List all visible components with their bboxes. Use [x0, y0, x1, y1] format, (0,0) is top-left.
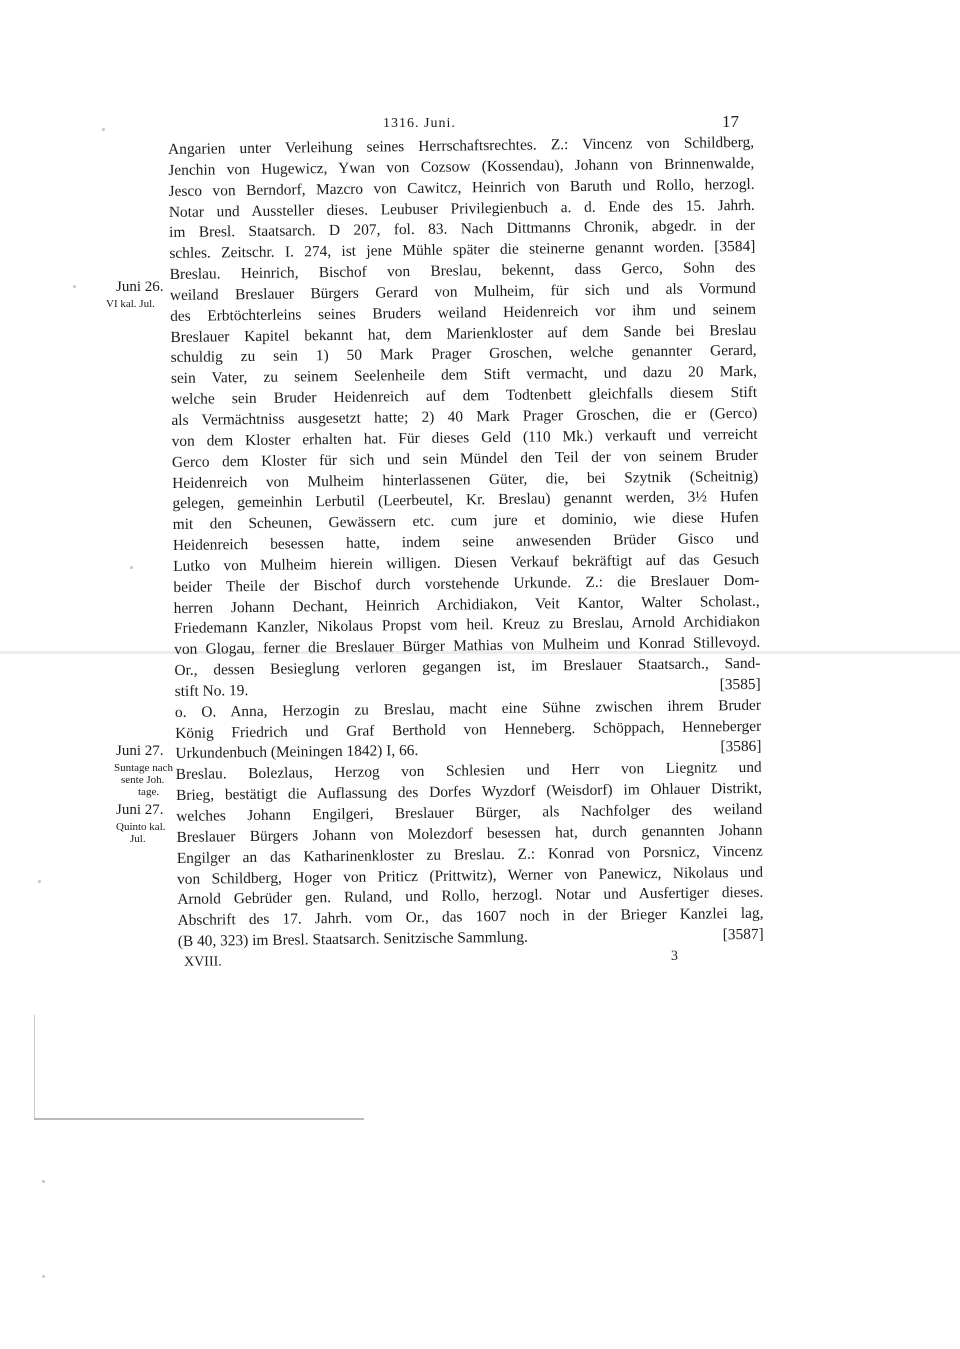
scan-speck	[102, 128, 105, 131]
sheet-number: 3	[670, 948, 679, 964]
text-line: Engilger an das Katharinenkloster zu Breslau. Z.: Konrad von Porsnicz, Vincenz	[176, 842, 763, 867]
signature-mark: XVIII.	[183, 954, 222, 970]
margin-date: Juni 26.	[116, 279, 164, 295]
margin-date-latin: Jul.	[130, 833, 146, 845]
margin-date-latin: sente Joh.	[121, 774, 165, 786]
text-line: Brieg, bestätigt die Auflassung des Dorfes Wyzdorf (Weisdorf) im Ohlauer Distrikt,	[175, 779, 763, 805]
text-line: Jenchin von Hugewicz, Ywan von Cozsow (Kossendau), Johann von Brinnenwalde,	[168, 154, 755, 179]
text-line: sein Vater, zu seinem Seelenheile dem Stift vermacht, und dazu 20 Mark,	[170, 363, 757, 388]
text-line: Jesco von Berndorf, Mazcro von Cawitcz, Heinrich von Baruth und Rollo, herzogl.	[168, 175, 755, 200]
text-line: o. O. Anna, Herzogin zu Breslau, macht eine Sühne zwischen ihrem Bruder	[174, 696, 762, 721]
text-line: herren Johann Dechant, Heinrich Archidiakon, Veit Kantor, Walter Scholast.,	[173, 592, 760, 617]
page-header	[0, 112, 960, 138]
margin-date: Juni 27.	[116, 802, 164, 818]
text-line: als Vermächtniss ausgesetzt hatte; 2) 40 Mark Prager Groschen, die er (Gerco)	[171, 404, 758, 429]
record-number: [3586]	[720, 738, 762, 756]
text-line: des Erbtöchterleins seines Bruders weiland Heidenreich vor ihm und seinem	[170, 300, 757, 325]
scan-speck	[73, 285, 76, 288]
margin-date-latin: Suntage nach	[114, 762, 173, 774]
margin-date-latin: tage.	[138, 786, 160, 798]
text-line: von Schildberg, Hoger von Priticz (Prittwitz), Werner von Panewicz, Nikolaus und	[176, 863, 764, 888]
text-line: Arnold Gebrüder gen. Ruland, und Rollo, herzogl. Notar und Ausfertiger dieses.	[177, 884, 764, 909]
text-line: Abschrift des 17. Jahrh. vom Or., das 1607 noch in der Brieger Kanzlei lag,	[177, 905, 764, 930]
record-number: [3587]	[722, 925, 764, 944]
body-text	[168, 133, 764, 974]
text-line-content: Urkundenbuch (Meiningen 1842) I, 66.	[175, 742, 419, 763]
margin-note-3587	[116, 803, 166, 845]
text-line: schuldig zu sein 1) 50 Mark Prager Groschen, welche genannter Gerard,	[170, 342, 757, 367]
text-line: gelegen, gemeinhin Lerbutil (Leerbeutel, Kr. Breslau) genannt werden, 3½ Hufen	[172, 488, 759, 513]
text-line: Breslau. Bolezlaus, Herzog von Schlesien und Herr von Liegnitz und	[175, 759, 762, 784]
running-head: 1316. Juni.	[383, 116, 456, 131]
text-line: welches Johann Engilgeri, Breslauer Bürger, als Nachfolger des weiland	[176, 800, 763, 825]
text-line: von Glogau, ferner die Breslauer Bürger Mathias von Mulheim und Konrad Stillevoyd.	[174, 634, 761, 659]
scan-speck	[130, 566, 133, 569]
text-line: Breslauer Bürgers Johann von Molezdorf besessen hat, durch genannten Johann	[176, 821, 763, 846]
text-line: Gerco dem Kloster für sich und sein Mündel den Teil der von seinem Bruder	[171, 446, 758, 471]
text-line: beider Theile der Bischof durch vorstehende Urkunde. Z.: die Breslauer Dom-	[173, 571, 760, 596]
text-line: Heidenreich von Mulheim hinterlassenen Güter, die, bei Szytnik (Scheitnig)	[172, 467, 759, 492]
scan-speck	[42, 1180, 45, 1183]
text-line: von dem Kloster erhalten hat. Für dieses Geld (110 Mk.) verkauft und verreicht	[171, 425, 758, 450]
text-line: im Bresl. Staatsarch. D 207, fol. 83. Nach Dittmanns Chronik, abgedr. in der	[169, 217, 756, 242]
text-line: welche sein Bruder Heidenreich auf dem Todtenbett gleichfalls diesem Stift	[171, 383, 758, 409]
text-line-content: stift No. 19.	[174, 681, 249, 700]
margin-note-3586	[116, 744, 173, 798]
text-line-content: (B 40, 323) im Bresl. Staatsarch. Senitzische Sammlung.	[177, 928, 528, 951]
text-line: schles. Zeitschr. I. 274, ist jene Mühle später die steinerne genannt worden. [3584]	[169, 238, 756, 263]
margin-date-latin: VI kal. Jul.	[106, 298, 155, 310]
text-line: Or., dessen Besieglung verloren gegangen ist, im Breslauer Staatsarch., Sand-	[174, 654, 761, 680]
text-line: Notar und Aussteller dieses. Leubuser Privilegienbuch a. d. Ende des 15. Jahrh.	[168, 196, 755, 221]
text-line: König Friedrich und Graf Berthold von Henneberg. Schöppach, Henneberger	[175, 717, 762, 742]
record-number: [3585]	[719, 675, 761, 694]
scan-speck	[42, 1275, 45, 1278]
text-line: mit den Scheunen, Gewässern etc. cum jure et dominio, wie diese Hufen	[172, 509, 759, 534]
scan-speck	[38, 880, 41, 883]
text-line: Lutko von Mulheim hierein willigen. Diesen Verkauf bekräftigt auf das Gesuch	[173, 550, 760, 575]
text-line: weiland Breslauer Bürgers Gerard von Mulheim, für sich und als Vormund	[169, 279, 756, 304]
text-line: Angarien unter Verleihung seines Herrschaftsrechtes. Z.: Vincenz von Schildberg,	[168, 133, 755, 158]
margin-date: Juni 27.	[116, 743, 164, 759]
text-line: Breslauer Kapitel bekannt hat, dem Marienkloster auf dem Sande bei Breslau	[170, 321, 757, 346]
text-line: Heidenreich besessen hatte, indem seine anwesenden Brüder Gisco und	[172, 529, 760, 555]
margin-note-3585	[106, 279, 164, 310]
text-line: Friedemann Kanzler, Nikolaus Propst vom heil. Kreuz zu Breslau, Arnold Archidiakon	[173, 613, 761, 638]
scan-edge-line	[34, 1118, 364, 1120]
margin-date-latin: Quinto kal.	[116, 821, 166, 833]
page-number: 17	[722, 112, 739, 131]
scan-edge-line	[34, 1015, 35, 1119]
text-line: Breslau. Heinrich, Bischof von Breslau, bekennt, dass Gerco, Sohn des	[169, 258, 756, 284]
